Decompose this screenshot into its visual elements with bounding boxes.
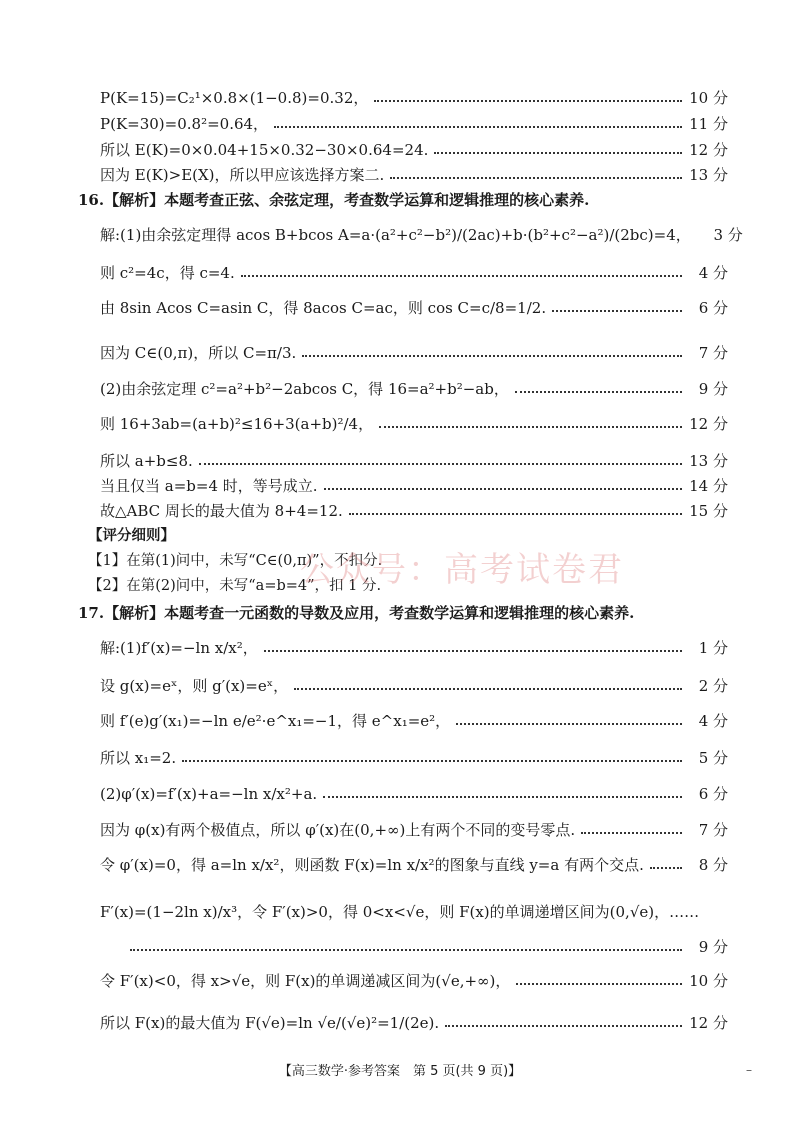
- answer-line-4: [100, 164, 728, 185]
- score-label: 11 分: [689, 115, 728, 133]
- answer-line-17: [100, 747, 728, 768]
- answer-line-22: [100, 936, 728, 957]
- leader-dots: [515, 391, 682, 393]
- line-text: 所以 a+b≤8.: [100, 452, 193, 470]
- leader-dots: [264, 650, 682, 652]
- line-text: F′(x)=(1−2ln x)/x³，令 F′(x)>0，得 0<x<√e，则 F(x)的单调递增区间为(0,√e)，……: [100, 903, 700, 921]
- leader-dots: [294, 688, 682, 690]
- score-label: 7 分: [698, 821, 728, 839]
- leader-dots: [324, 488, 682, 490]
- score-label: 6 分: [698, 299, 728, 317]
- answer-line-9: [100, 378, 728, 399]
- page-footer: 【高三数学·参考答案 第 5 页(共 9 页)】: [278, 1064, 522, 1079]
- leader-dots: [390, 177, 682, 179]
- corner-mark: –: [746, 1063, 752, 1077]
- score-label: 9 分: [698, 938, 728, 956]
- line-text: 设 g(x)=eˣ，则 g′(x)=eˣ，: [100, 677, 289, 695]
- line-text: 令 φ′(x)=0，得 a=ln x/x²，则函数 F(x)=ln x/x²的图象与直线 y=a 有两个交点.: [100, 856, 644, 874]
- answer-line-18: [100, 783, 728, 804]
- line-text: 解:(1)由余弦定理得 acos B+bcos A=a·(a²+c²−b²)/(2ac)+b·(b²+c²−a²)/(2bc)=4，: [100, 226, 691, 244]
- answer-line-13: [100, 500, 728, 521]
- leader-dots: [374, 100, 682, 102]
- answer-line-2: [100, 113, 728, 134]
- score-label: 14 分: [689, 477, 728, 495]
- line-text: 由 8sin Acos C=asin C，得 8acos C=ac，则 cos C=c/8=1/2.: [100, 299, 547, 317]
- leader-dots: [650, 867, 682, 869]
- score-label: 13 分: [689, 166, 728, 184]
- leader-dots: [182, 760, 682, 762]
- score-label: 15 分: [689, 502, 728, 520]
- leader-dots: [516, 983, 682, 985]
- leader-dots: [130, 949, 682, 951]
- leader-dots: [552, 310, 682, 312]
- leader-dots: [581, 832, 682, 834]
- score-label: 12 分: [689, 141, 728, 159]
- answer-line-7: [100, 297, 728, 318]
- leader-dots: [274, 126, 682, 128]
- line-text: 则 16+3ab=(a+b)²≤16+3(a+b)²/4，: [100, 415, 374, 433]
- q17-heading: 17.【解析】本题考查一元函数的导数及应用，考查数学运算和逻辑推理的核心素养.: [78, 604, 635, 622]
- line-text: 令 F′(x)<0，得 x>√e，则 F(x)的单调递减区间为(√e,+∞)，: [100, 972, 511, 990]
- leader-dots: [199, 463, 682, 465]
- score-label: 4 分: [698, 712, 728, 730]
- score-label: 6 分: [698, 785, 728, 803]
- rubric-item-1: 【1】在第(1)问中，未写“C∈(0,π)”，不扣分.: [88, 553, 383, 569]
- leader-dots: [456, 723, 682, 725]
- score-label: 8 分: [698, 856, 728, 874]
- leader-dots: [323, 796, 682, 798]
- line-text: (2)φ′(x)=f′(x)+a=−ln x/x²+a.: [100, 784, 318, 803]
- line-text: 当且仅当 a=b=4 时，等号成立.: [100, 477, 318, 495]
- line-text: (2)由余弦定理 c²=a²+b²−2abcos C，得 16=a²+b²−ab，: [100, 380, 509, 398]
- line-text: 所以 F(x)的最大值为 F(√e)=ln √e/(√e)²=1/(2e).: [100, 1014, 440, 1032]
- score-label: 5 分: [698, 749, 728, 767]
- answer-line-19: [100, 819, 728, 840]
- answer-line-16: [100, 710, 728, 731]
- score-label: 12 分: [689, 415, 728, 433]
- score-label: 7 分: [698, 344, 728, 362]
- score-label: 10 分: [689, 89, 728, 107]
- line-text: P(K=30)=0.8²=0.64，: [100, 115, 269, 133]
- line-text: 因为 E(K)>E(X)，所以甲应该选择方案二.: [100, 166, 385, 184]
- score-label: 10 分: [689, 972, 728, 990]
- line-text: 则 f′(e)g′(x₁)=−ln e/e²·e^x₁=−1，得 e^x₁=e²，: [100, 712, 451, 730]
- leader-dots: [241, 275, 682, 277]
- answer-line-3: [100, 139, 728, 160]
- answer-line-15: [100, 675, 728, 696]
- answer-line-12: [100, 475, 728, 496]
- score-label: 12 分: [689, 1014, 728, 1032]
- answer-line-23: [100, 970, 728, 991]
- answer-line-6: [100, 262, 728, 283]
- leader-dots: [379, 426, 682, 428]
- line-text: 故△ABC 周长的最大值为 8+4=12.: [100, 502, 343, 520]
- rubric-title: 【评分细则】: [88, 527, 175, 544]
- line-text: 所以 x₁=2.: [100, 749, 177, 767]
- leader-dots: [445, 1025, 682, 1027]
- answer-line-1: [100, 87, 728, 108]
- score-label: 4 分: [698, 264, 728, 282]
- leader-dots: [349, 513, 682, 515]
- line-text: 因为 φ(x)有两个极值点，所以 φ′(x)在(0,+∞)上有两个不同的变号零点.: [100, 821, 576, 839]
- score-label: 3 分: [713, 226, 743, 244]
- line-text: 所以 E(K)=0×0.04+15×0.32−30×0.64=24.: [100, 141, 429, 159]
- line-text: 则 c²=4c，得 c=4.: [100, 264, 235, 282]
- line-text: 因为 C∈(0,π)，所以 C=π/3.: [100, 344, 297, 362]
- answer-line-20: [100, 854, 728, 875]
- answer-line-14: [100, 637, 728, 658]
- score-label: 13 分: [689, 452, 728, 470]
- answer-line-11: [100, 450, 728, 471]
- watermark-text: 公众号：高考试卷君: [300, 550, 624, 590]
- answer-line-21: [100, 901, 728, 922]
- score-label: 9 分: [698, 380, 728, 398]
- rubric-item-2: 【2】在第(2)问中，未写“a=b=4”，扣 1 分.: [88, 578, 382, 594]
- leader-dots: [434, 152, 682, 154]
- q16-heading: 16.【解析】本题考查正弦、余弦定理，考查数学运算和逻辑推理的核心素养.: [78, 191, 590, 209]
- answer-line-24: [100, 1012, 728, 1033]
- score-label: 1 分: [698, 639, 728, 657]
- leader-dots: [302, 355, 682, 357]
- answer-line-5: [100, 224, 743, 245]
- line-text: 解:(1)f′(x)=−ln x/x²，: [100, 639, 258, 657]
- answer-line-8: [100, 342, 728, 363]
- score-label: 2 分: [698, 677, 728, 695]
- line-text: P(K=15)=C₂¹×0.8×(1−0.8)=0.32，: [100, 89, 369, 107]
- answer-line-10: [100, 413, 728, 434]
